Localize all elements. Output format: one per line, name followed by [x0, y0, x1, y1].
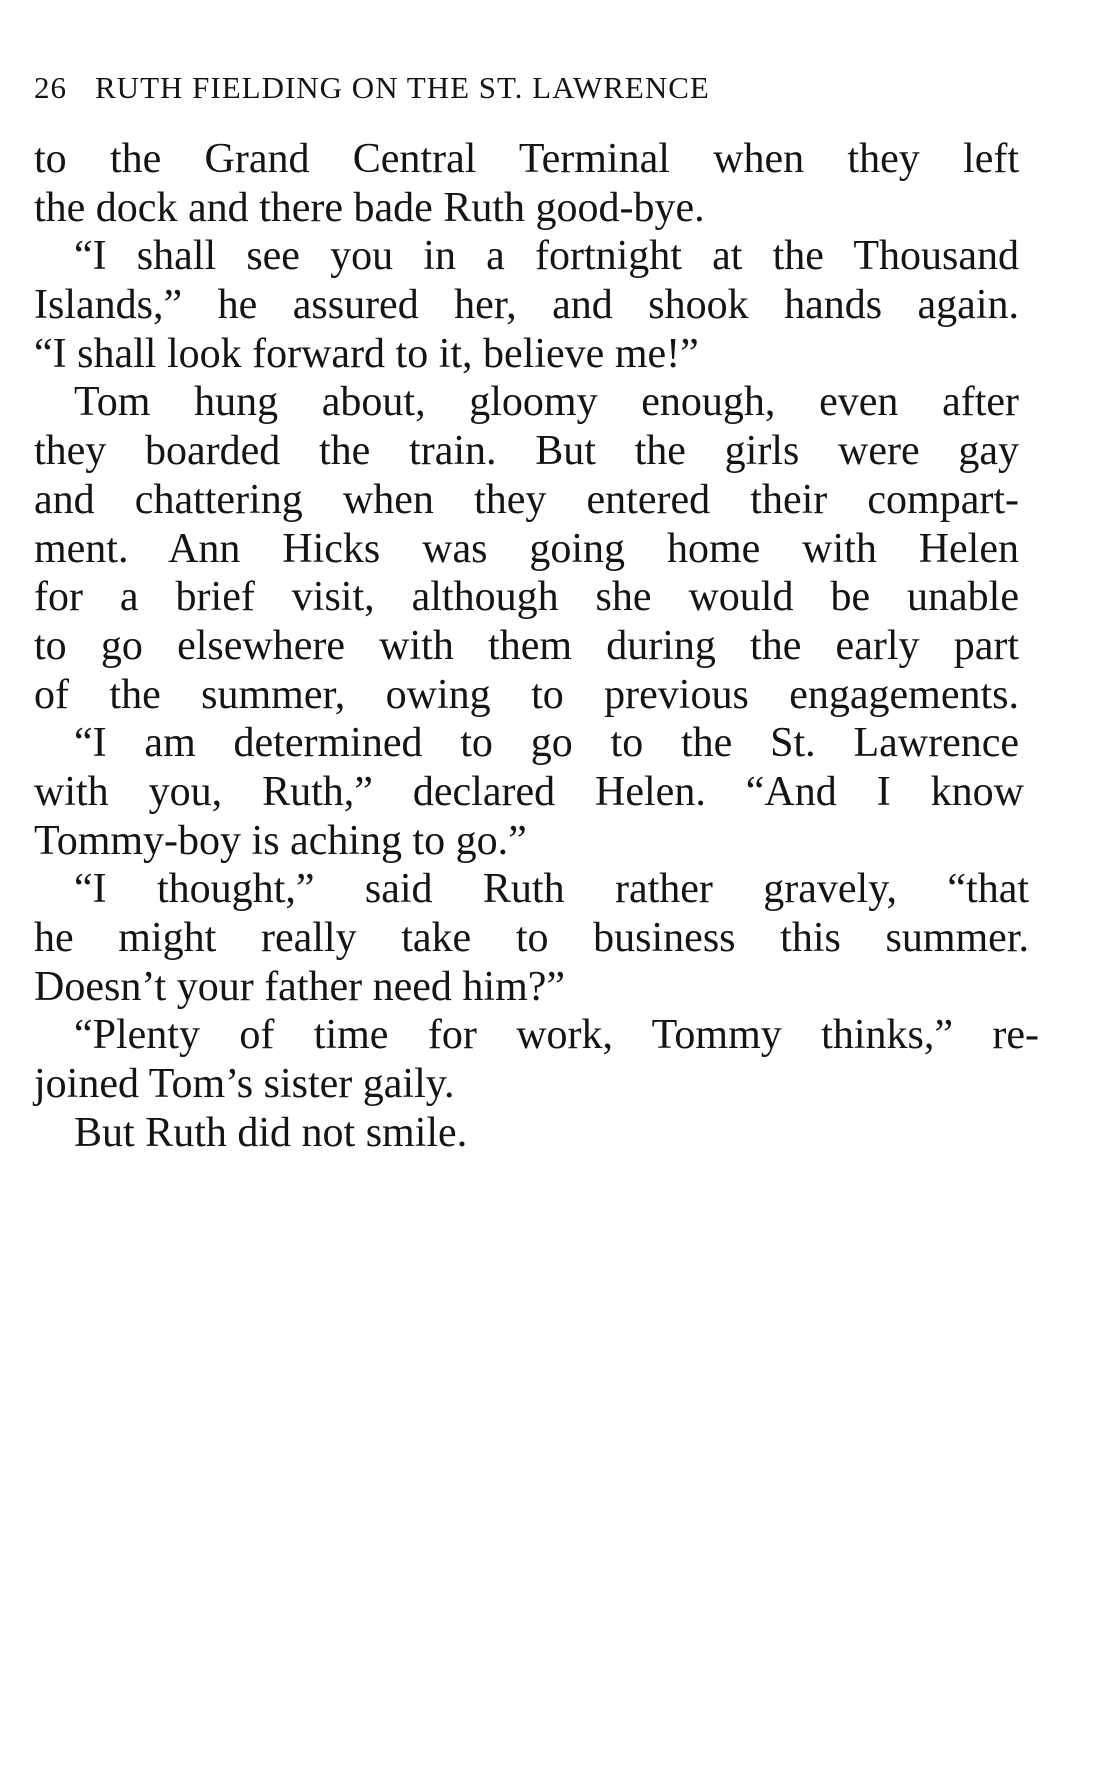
text-line: Tommy-boy is aching to go.”	[34, 817, 527, 864]
text-line: to the Grand Central Terminal when they left	[34, 136, 1019, 182]
text-line: of the summer, owing to previous engagements.	[34, 671, 1019, 718]
text-line: the dock and there bade Ruth good-bye.	[34, 184, 705, 231]
text-line: Islands,” he assured her, and shook hands again.	[34, 282, 1019, 329]
text-line: “I thought,” said Ruth rather gravely, “that	[74, 866, 1029, 913]
text-line: ment. Ann Hicks was going home with Helen	[34, 525, 1019, 572]
text-line: to go elsewhere with them during the early part	[34, 622, 1019, 669]
text-line: joined Tom’s sister gaily.	[34, 1061, 455, 1108]
text-line: Doesn’t your father need him?”	[34, 963, 566, 1010]
page-number: 26	[34, 70, 67, 105]
text-line: he might really take to business this summer.	[34, 915, 1029, 961]
running-title: RUTH FIELDING ON THE ST. LAWRENCE	[95, 70, 710, 105]
text-line: But Ruth did not smile.	[74, 1109, 468, 1156]
text-line: “Plenty of time for work, Tommy thinks,” re-	[74, 1012, 1039, 1059]
text-line: “I shall see you in a fortnight at the Thousand	[74, 233, 1019, 280]
text-line: “I shall look forward to it, believe me!”	[34, 330, 699, 377]
body-text	[34, 135, 1039, 1157]
text-line: “I am determined to go to the St. Lawrence	[74, 720, 1019, 767]
text-line: and chattering when they entered their compart-	[34, 476, 1019, 523]
text-line: Tom hung about, gloomy enough, even after	[74, 379, 1019, 426]
text-line: for a brief visit, although she would be unable	[34, 574, 1019, 621]
running-header	[34, 70, 934, 110]
text-line: they boarded the train. But the girls were gay	[34, 428, 1019, 475]
text-line: with you, Ruth,” declared Helen. “And I know	[34, 768, 1024, 815]
